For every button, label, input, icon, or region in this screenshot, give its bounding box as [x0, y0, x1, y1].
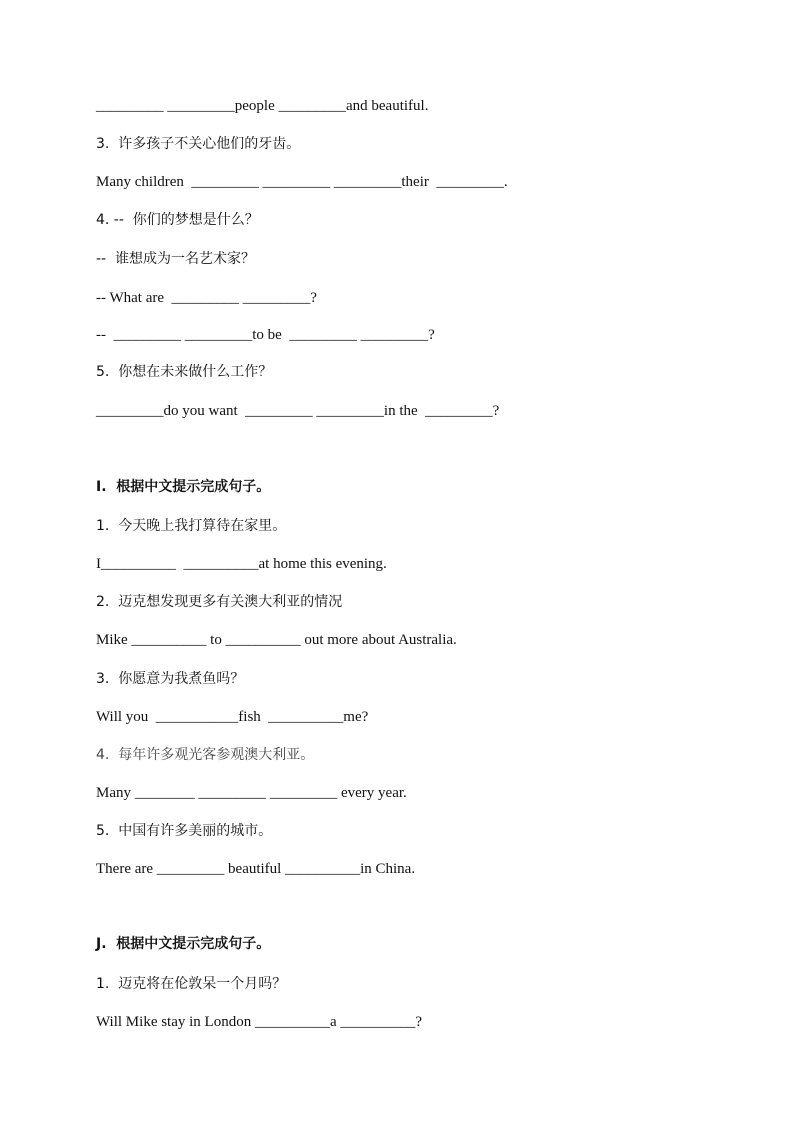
sentence-blank-line: There are _________ beautiful __________in China.	[96, 861, 416, 877]
sentence-blank-line: I__________ __________at home this evening.	[96, 556, 387, 572]
question-prompt: 3. 许多孩子不关心他们的牙齿。	[96, 136, 301, 152]
question-prompt: 5. 中国有许多美丽的城市。	[96, 823, 273, 839]
question-prompt: 4. 每年许多观光客参观澳大利亚。	[96, 747, 315, 763]
sentence-blank-line: Mike __________ to __________ out more about Australia.	[96, 632, 457, 648]
question-prompt: -- 谁想成为一名艺术家？	[96, 251, 256, 267]
question-prompt: 1. 迈克将在伦敦呆一个月吗？	[96, 976, 287, 992]
question-prompt: 4. -- 你们的梦想是什么？	[96, 212, 259, 228]
question-prompt: 1. 今天晚上我打算待在家里。	[96, 518, 287, 534]
sentence-blank-line: Many ________ _________ _________ every year.	[96, 785, 407, 801]
question-prompt: 5. 你想在未来做什么工作？	[96, 364, 273, 380]
section-heading-i: I. 根据中文提示完成句子。	[96, 479, 271, 495]
sentence-blank-line: Will Mike stay in London __________a __________?	[96, 1014, 423, 1030]
sentence-blank-line: -- What are _________ _________?	[96, 290, 317, 306]
question-prompt: 2. 迈克想发现更多有关澳大利亚的情况	[96, 594, 343, 610]
sentence-blank-line: Will you ___________fish __________me?	[96, 709, 369, 725]
sentence-blank-line: Many children _________ _________ _________their _________.	[96, 174, 508, 190]
question-prompt: 3. 你愿意为我煮鱼吗？	[96, 671, 245, 687]
sentence-blank-line: -- _________ _________to be _________ _________?	[96, 327, 435, 343]
sentence-blank-line: _________do you want _________ _________in the _________?	[96, 403, 500, 419]
sentence-blank-line: _________ _________people _________and beautiful.	[96, 98, 429, 114]
section-heading-j: J. 根据中文提示完成句子。	[96, 936, 271, 952]
